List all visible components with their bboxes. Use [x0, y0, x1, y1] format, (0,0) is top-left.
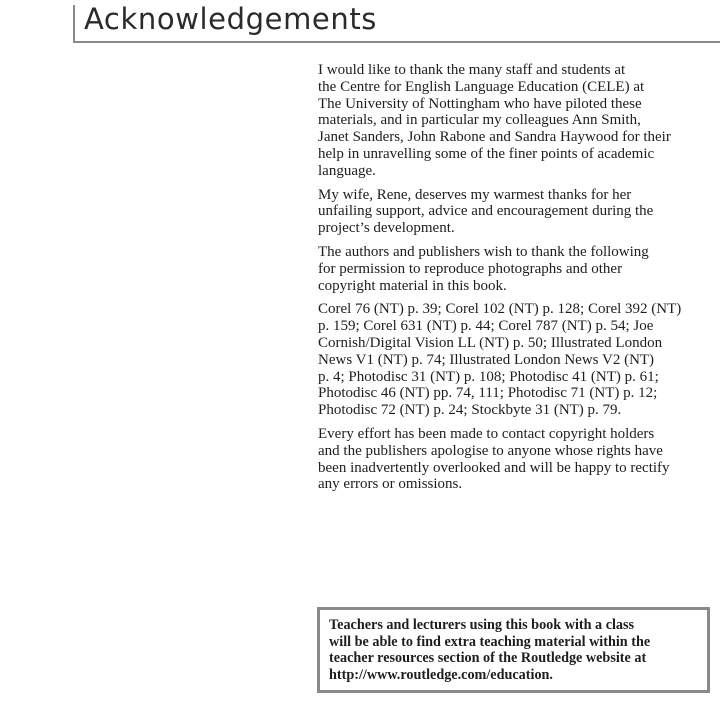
page-title: Acknowledgements — [84, 2, 378, 36]
thanks-paragraph: I would like to thank the many staff and students at the Centre for English Language Education (CELE) at The University of Nottingham who have piloted these materials, and in particular my colleagues Ann Smith, Janet Sanders, John Rabone and Sandra Haywood for their help in unravelling some of the finer points of academic language. — [318, 62, 671, 179]
acknowledgements-body — [318, 62, 714, 500]
teacher-resources-note: Teachers and lecturers using this book with a class will be able to find extra teaching material within the teacher resources section of the Routledge website at http://www.routledge.com/education. — [317, 607, 710, 693]
image-credits-paragraph: Corel 76 (NT) p. 39; Corel 102 (NT) p. 128; Corel 392 (NT) p. 159; Corel 631 (NT) p. 44; Corel 787 (NT) p. 54; Joe Cornish/Digital Vision LL (NT) p. 50; Illustrated London News V1 (NT) p. 74; Illustrated London News V2 (NT) p. 4; Photodisc 31 (NT) p. 108; Photodisc 41 (NT) p. 61; Photodisc 46 (NT) pp. 74, 111; Photodisc 71 (NT) p. 12; Photodisc 72 (NT) p. 24; Stockbyte 31 (NT) p. 79. — [318, 301, 682, 419]
family-thanks-paragraph: My wife, Rene, deserves my warmest thanks for her unfailing support, advice and encouragement during the project’s development. — [318, 186, 654, 237]
copyright-disclaimer-paragraph: Every effort has been made to contact copyright holders and the publishers apologise to anyone whose rights have been inadvertently overlooked and will be happy to rectify any errors or omissions. — [318, 425, 670, 493]
permissions-intro-paragraph: The authors and publishers wish to thank the following for permission to reproduce photographs and other copyright material in this book. — [318, 243, 649, 294]
heading-vertical-rule — [73, 5, 75, 43]
heading-underline — [73, 41, 720, 43]
